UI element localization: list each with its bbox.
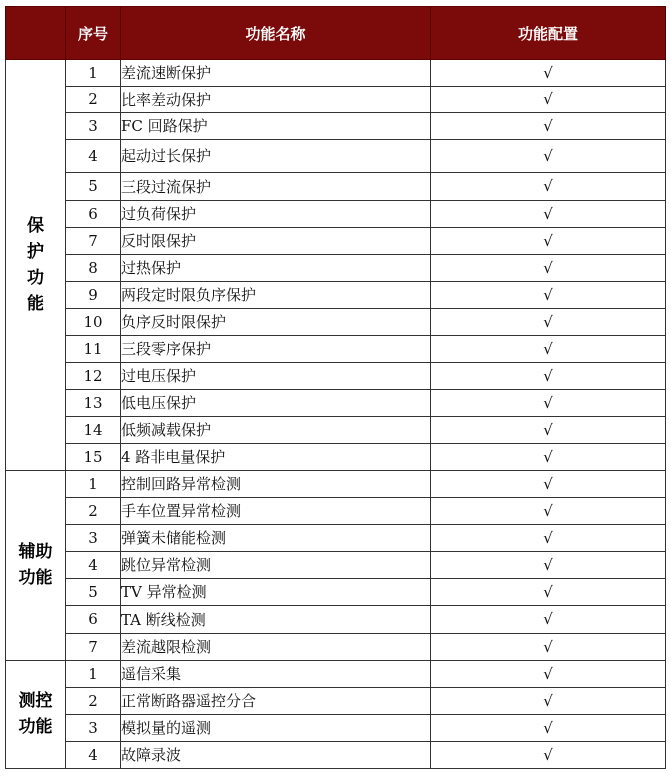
function-name: 过负荷保护 bbox=[121, 200, 431, 227]
row-number: 4 bbox=[66, 741, 121, 768]
group-label-line: 测控 bbox=[18, 691, 53, 711]
table-row bbox=[6, 578, 666, 605]
table-row bbox=[6, 200, 666, 227]
table-row bbox=[6, 443, 666, 470]
function-name: 反时限保护 bbox=[121, 227, 431, 254]
row-number: 7 bbox=[66, 633, 121, 660]
table-row bbox=[6, 605, 666, 633]
config-check: √ bbox=[431, 254, 666, 281]
function-name: 过热保护 bbox=[121, 254, 431, 281]
function-name: 三段过流保护 bbox=[121, 172, 431, 200]
function-name: 故障录波 bbox=[121, 741, 431, 768]
config-check: √ bbox=[431, 497, 666, 524]
config-check: √ bbox=[431, 605, 666, 633]
table-row bbox=[6, 687, 666, 714]
config-check: √ bbox=[431, 362, 666, 389]
config-check: √ bbox=[431, 416, 666, 443]
table-row bbox=[6, 660, 666, 687]
group-label-line: 功能 bbox=[18, 717, 53, 737]
row-number: 4 bbox=[66, 551, 121, 578]
group-label-line: 功 bbox=[27, 267, 44, 288]
function-name: 跳位异常检测 bbox=[121, 551, 431, 578]
group-label bbox=[6, 660, 66, 768]
function-name: 两段定时限负序保护 bbox=[121, 281, 431, 308]
row-number: 5 bbox=[66, 172, 121, 200]
table-row bbox=[6, 633, 666, 660]
config-check: √ bbox=[431, 335, 666, 362]
config-check: √ bbox=[431, 578, 666, 605]
config-check: √ bbox=[431, 524, 666, 551]
config-check: √ bbox=[431, 714, 666, 741]
table-row bbox=[6, 335, 666, 362]
config-check: √ bbox=[431, 660, 666, 687]
config-check: √ bbox=[431, 200, 666, 227]
function-name: 三段零序保护 bbox=[121, 335, 431, 362]
row-number: 2 bbox=[66, 86, 121, 113]
function-name: 正常断路器遥控分合 bbox=[121, 687, 431, 714]
function-name: TA 断线检测 bbox=[121, 605, 431, 633]
row-number: 15 bbox=[66, 443, 121, 470]
row-number: 11 bbox=[66, 335, 121, 362]
table-row bbox=[6, 86, 666, 113]
row-number: 14 bbox=[66, 416, 121, 443]
config-check: √ bbox=[431, 741, 666, 768]
group-label-line: 保 bbox=[27, 215, 44, 236]
function-name: 负序反时限保护 bbox=[121, 308, 431, 335]
config-check: √ bbox=[431, 470, 666, 497]
config-check: √ bbox=[431, 443, 666, 470]
table-row bbox=[6, 497, 666, 524]
header-config: 功能配置 bbox=[431, 7, 666, 60]
table-row bbox=[6, 362, 666, 389]
group-label-line: 功能 bbox=[18, 568, 53, 588]
row-number: 1 bbox=[66, 660, 121, 687]
row-number: 10 bbox=[66, 308, 121, 335]
table-row bbox=[6, 389, 666, 416]
function-name: 低电压保护 bbox=[121, 389, 431, 416]
function-config-table bbox=[5, 6, 666, 769]
row-number: 2 bbox=[66, 497, 121, 524]
table-row bbox=[6, 172, 666, 200]
function-name: 模拟量的遥测 bbox=[121, 714, 431, 741]
table-row bbox=[6, 227, 666, 254]
group-label bbox=[6, 470, 66, 660]
row-number: 6 bbox=[66, 605, 121, 633]
function-name: 遥信采集 bbox=[121, 660, 431, 687]
table-row bbox=[6, 254, 666, 281]
table-row bbox=[6, 741, 666, 768]
function-name: 起动过长保护 bbox=[121, 139, 431, 172]
table-row bbox=[6, 281, 666, 308]
row-number: 2 bbox=[66, 687, 121, 714]
table-row bbox=[6, 714, 666, 741]
config-check: √ bbox=[431, 389, 666, 416]
group-label-line: 护 bbox=[27, 241, 44, 262]
table-row bbox=[6, 139, 666, 172]
function-name: 过电压保护 bbox=[121, 362, 431, 389]
function-name: 低频减载保护 bbox=[121, 416, 431, 443]
config-check: √ bbox=[431, 139, 666, 172]
group-label-line: 辅助 bbox=[18, 542, 53, 562]
row-number: 8 bbox=[66, 254, 121, 281]
row-number: 1 bbox=[66, 470, 121, 497]
table-row bbox=[6, 308, 666, 335]
function-name: FC 回路保护 bbox=[121, 113, 431, 140]
row-number: 6 bbox=[66, 200, 121, 227]
config-check: √ bbox=[431, 60, 666, 87]
table-header-row bbox=[6, 7, 666, 60]
config-check: √ bbox=[431, 227, 666, 254]
function-name: TV 异常检测 bbox=[121, 578, 431, 605]
table-row bbox=[6, 551, 666, 578]
function-name: 4 路非电量保护 bbox=[121, 443, 431, 470]
config-check: √ bbox=[431, 281, 666, 308]
header-name: 功能名称 bbox=[121, 7, 431, 60]
header-seq: 序号 bbox=[66, 7, 121, 60]
row-number: 3 bbox=[66, 113, 121, 140]
row-number: 1 bbox=[66, 60, 121, 87]
row-number: 7 bbox=[66, 227, 121, 254]
function-name: 弹簧未储能检测 bbox=[121, 524, 431, 551]
row-number: 13 bbox=[66, 389, 121, 416]
function-name: 差流速断保护 bbox=[121, 60, 431, 87]
row-number: 9 bbox=[66, 281, 121, 308]
table-row bbox=[6, 524, 666, 551]
row-number: 3 bbox=[66, 524, 121, 551]
function-name: 手车位置异常检测 bbox=[121, 497, 431, 524]
header-group bbox=[6, 7, 66, 60]
config-check: √ bbox=[431, 551, 666, 578]
function-name: 比率差动保护 bbox=[121, 86, 431, 113]
group-label-line: 能 bbox=[27, 293, 44, 314]
function-name: 控制回路异常检测 bbox=[121, 470, 431, 497]
config-check: √ bbox=[431, 172, 666, 200]
table-body bbox=[6, 60, 666, 769]
row-number: 4 bbox=[66, 139, 121, 172]
table-row bbox=[6, 113, 666, 140]
table-row bbox=[6, 470, 666, 497]
config-check: √ bbox=[431, 86, 666, 113]
function-name: 差流越限检测 bbox=[121, 633, 431, 660]
config-check: √ bbox=[431, 633, 666, 660]
table-row bbox=[6, 416, 666, 443]
group-label bbox=[6, 60, 66, 471]
row-number: 12 bbox=[66, 362, 121, 389]
config-check: √ bbox=[431, 113, 666, 140]
row-number: 5 bbox=[66, 578, 121, 605]
config-check: √ bbox=[431, 308, 666, 335]
row-number: 3 bbox=[66, 714, 121, 741]
config-check: √ bbox=[431, 687, 666, 714]
table-row bbox=[6, 60, 666, 87]
